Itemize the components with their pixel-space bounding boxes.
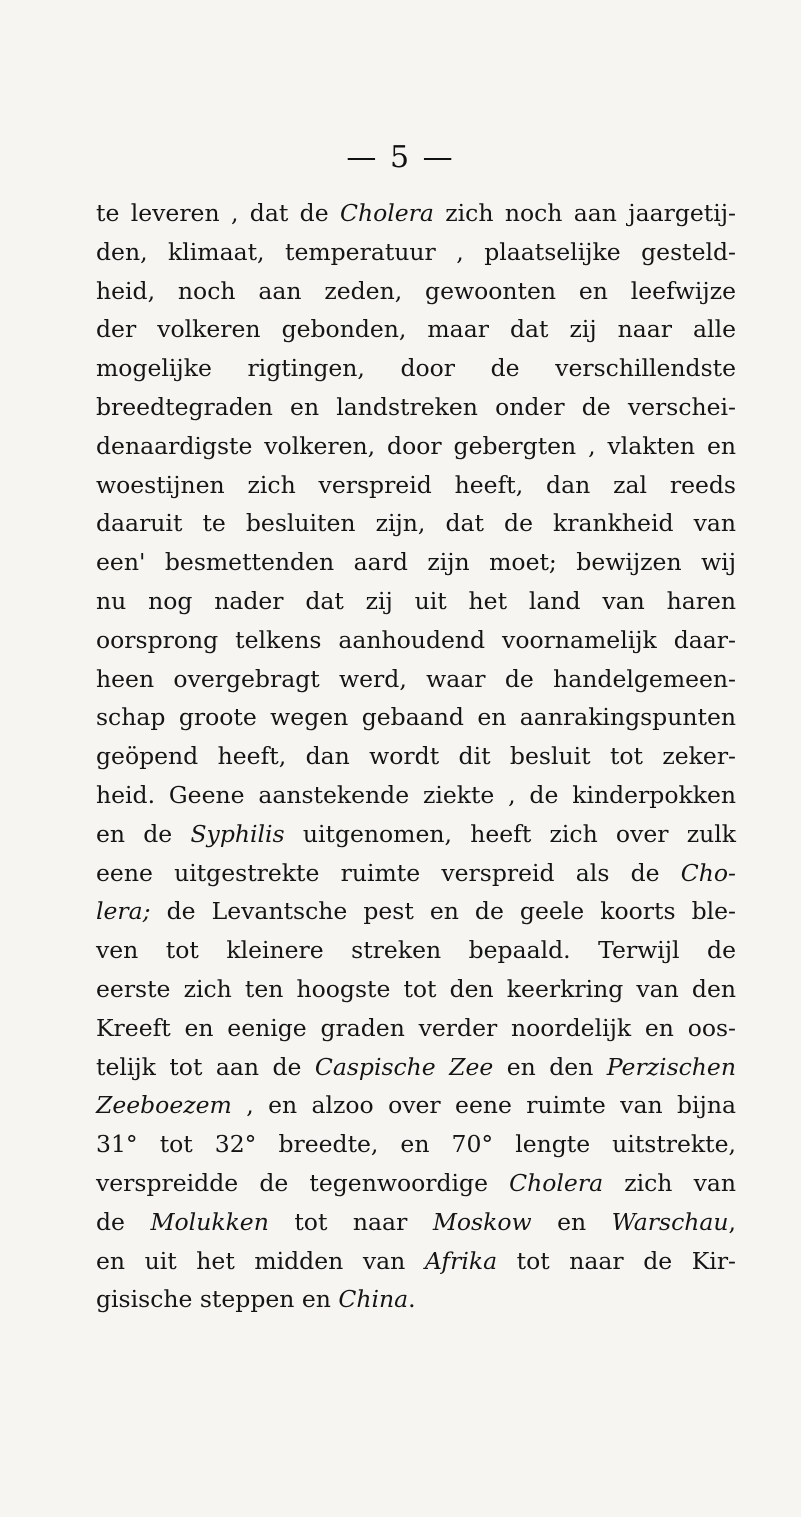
text-line bbox=[96, 931, 736, 970]
text-line bbox=[96, 1125, 736, 1164]
text-segment: schap groote wegen gebaand en aanrakingspunten bbox=[96, 703, 736, 732]
text-line bbox=[96, 970, 736, 1009]
text-segment: de bbox=[96, 1207, 151, 1236]
text-segment: den, klimaat, temperatuur , plaatselijke gesteld- bbox=[96, 237, 736, 266]
text-line bbox=[96, 582, 736, 621]
text-segment: uitgenomen, heeft zich over zulk bbox=[284, 819, 736, 848]
text-line bbox=[96, 349, 736, 388]
text-line bbox=[96, 504, 736, 543]
italic-term: Zeeboezem bbox=[96, 1091, 232, 1120]
text-segment: eene uitgestrekte ruimte verspreid als de bbox=[96, 858, 681, 887]
text-line bbox=[96, 1242, 736, 1281]
text-segment: een' besmettenden aard zijn moet; bewijzen wij bbox=[96, 548, 736, 577]
page-number: — 5 — bbox=[346, 140, 455, 175]
text-segment: 31° tot 32° breedte, en 70° lengte uitstrekte, bbox=[96, 1130, 736, 1159]
text-segment: zich noch aan jaargetij- bbox=[433, 199, 736, 227]
italic-term: Syphilis bbox=[190, 819, 285, 848]
text-segment: oorsprong telkens aanhoudend voornamelijk daar- bbox=[96, 625, 736, 654]
text-segment: en de bbox=[96, 819, 191, 848]
text-line bbox=[96, 698, 736, 737]
text-segment: gisische steppen en bbox=[96, 1285, 339, 1314]
text-segment: en den bbox=[493, 1052, 607, 1081]
text-line bbox=[96, 1048, 736, 1087]
text-segment: verspreidde de tegenwoordige bbox=[96, 1168, 510, 1197]
text-segment: zich van bbox=[603, 1168, 736, 1197]
italic-term: Afrika bbox=[424, 1246, 498, 1275]
text-line bbox=[96, 1203, 736, 1242]
text-line bbox=[96, 388, 736, 427]
italic-term: Cholera bbox=[509, 1168, 604, 1197]
text-segment: telijk tot aan de bbox=[96, 1052, 315, 1081]
text-line bbox=[96, 194, 736, 233]
italic-term: Moskow bbox=[432, 1207, 532, 1236]
text-segment: . bbox=[408, 1285, 416, 1314]
text-segment: der volkeren gebonden, maar dat zij naar alle bbox=[96, 315, 736, 344]
text-line bbox=[96, 892, 736, 931]
text-segment: de Levantsche pest en de geele koorts ble- bbox=[150, 897, 736, 926]
text-line bbox=[96, 660, 736, 699]
italic-term: lera; bbox=[96, 897, 151, 926]
text-segment: eerste zich ten hoogste tot den keerkring van den bbox=[96, 974, 736, 1003]
italic-term: Perzischen bbox=[606, 1052, 736, 1081]
text-line bbox=[96, 737, 736, 776]
text-line bbox=[96, 272, 736, 311]
text-line bbox=[96, 621, 736, 660]
text-line bbox=[96, 854, 736, 893]
text-segment: Kreeft en eenige graden verder noordelijk en oos- bbox=[96, 1013, 736, 1042]
text-line bbox=[96, 466, 736, 505]
text-segment: , en alzoo over eene ruimte van bijna bbox=[231, 1091, 736, 1120]
text-segment: te leveren , dat de bbox=[96, 199, 340, 227]
text-line bbox=[96, 427, 736, 466]
text-line bbox=[96, 1009, 736, 1048]
text-line bbox=[96, 233, 736, 272]
text-segment: denaardigste volkeren, door gebergten , vlakten en bbox=[96, 431, 736, 460]
text-line bbox=[96, 310, 736, 349]
text-line bbox=[96, 1280, 736, 1319]
text-segment: en uit het midden van bbox=[96, 1246, 425, 1275]
text-line bbox=[96, 776, 736, 815]
text-segment: daaruit te besluiten zijn, dat de krankheid van bbox=[96, 509, 736, 538]
text-line bbox=[96, 1086, 736, 1125]
text-segment: breedtegraden en landstreken onder de verschei- bbox=[96, 392, 736, 421]
body-text bbox=[96, 194, 736, 1319]
text-segment: woestijnen zich verspreid heeft, dan zal reeds bbox=[96, 470, 736, 499]
text-segment: ven tot kleinere streken bepaald. Terwijl de bbox=[96, 936, 736, 965]
text-segment: tot naar de Kir- bbox=[497, 1246, 736, 1275]
text-segment: mogelijke rigtingen, door de verschillendste bbox=[96, 354, 736, 383]
text-segment: tot naar bbox=[268, 1207, 433, 1236]
italic-term: Caspische Zee bbox=[314, 1052, 494, 1081]
italic-term: China bbox=[338, 1285, 409, 1314]
text-segment: heen overgebragt werd, waar de handelgemeen- bbox=[96, 664, 736, 693]
italic-term: Warschau bbox=[611, 1207, 729, 1236]
italic-term: Cho- bbox=[680, 858, 736, 887]
text-line bbox=[96, 1164, 736, 1203]
text-segment: nu nog nader dat zij uit het land van haren bbox=[96, 586, 736, 615]
text-segment: en bbox=[531, 1207, 612, 1236]
text-segment: , bbox=[728, 1207, 736, 1236]
text-line bbox=[96, 543, 736, 582]
text-line bbox=[96, 815, 736, 854]
text-segment: heid. Geene aanstekende ziekte , de kinderpokken bbox=[96, 780, 736, 809]
text-segment: geöpend heeft, dan wordt dit besluit tot zeker- bbox=[96, 742, 736, 771]
italic-term: Cholera bbox=[339, 199, 434, 227]
italic-term: Molukken bbox=[150, 1207, 269, 1236]
text-segment: heid, noch aan zeden, gewoonten en leefwijze bbox=[96, 276, 736, 305]
